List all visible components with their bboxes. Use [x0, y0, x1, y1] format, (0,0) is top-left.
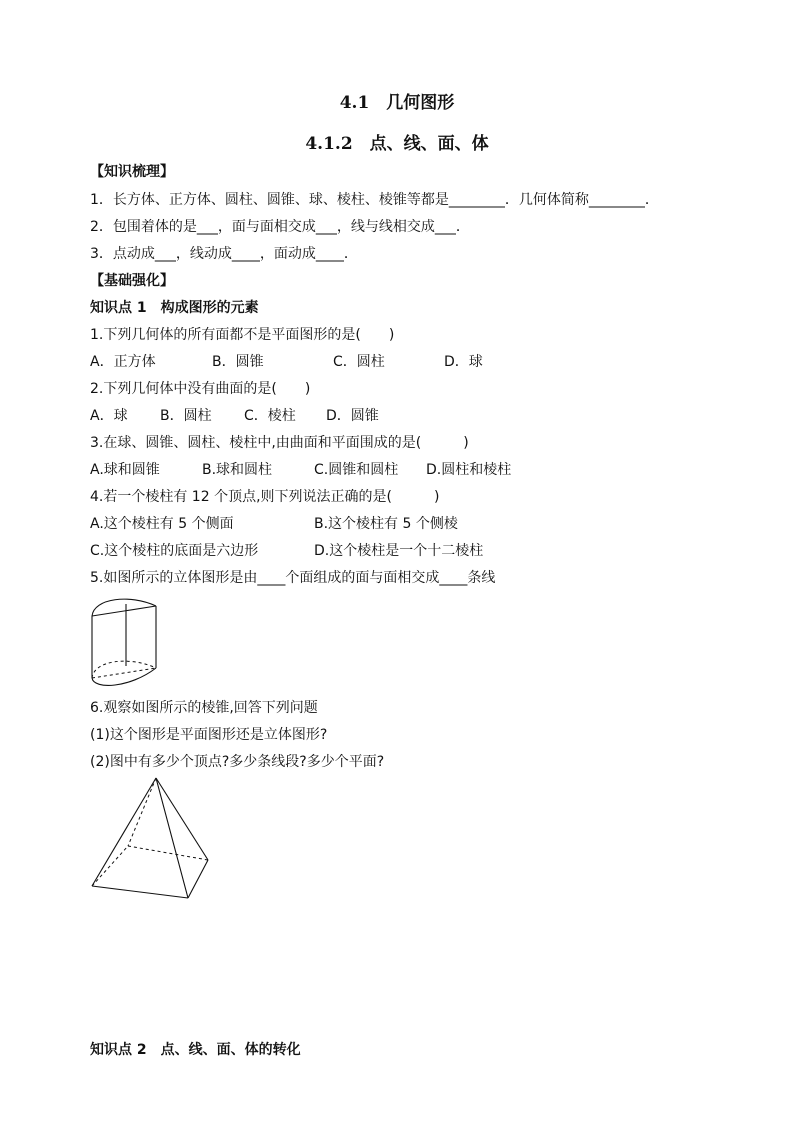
q3-stem: 3.在球、圆锥、圆柱、棱柱中,由曲面和平面围成的是( ) — [90, 435, 469, 451]
q1-stem: 1.下列几何体的所有面都不是平面图形的是( ) — [90, 327, 395, 343]
q4-option-c: C.这个棱柱的底面是六边形 — [90, 543, 259, 559]
pyramid-figure — [88, 774, 212, 902]
q2-option-b: B．圆柱 — [160, 408, 212, 424]
q4-option-d: D.这个棱柱是一个十二棱柱 — [314, 543, 484, 559]
knowledge-item-2: 2．包围着体的是___，面与面相交成___，线与线相交成___． — [90, 219, 470, 235]
q1-option-c: C．圆柱 — [333, 354, 385, 370]
page-subtitle: 4.1.2 点、线、面、体 — [305, 134, 489, 154]
q2-option-a: A．球 — [90, 408, 128, 424]
q6-sub2: (2)图中有多少个顶点?多少条线段?多少个平面? — [90, 754, 385, 770]
knowledge-header: 【知识梳理】 — [90, 164, 174, 180]
q1-option-b: B．圆锥 — [212, 354, 264, 370]
point1-title: 知识点 1 构成图形的元素 — [90, 300, 259, 316]
q3-option-b: B.球和圆柱 — [202, 462, 273, 478]
q5-stem: 5.如图所示的立体图形是由____个面组成的面与面相交成____条线 — [90, 570, 496, 586]
q3-option-c: C.圆锥和圆柱 — [314, 462, 399, 478]
q2-option-c: C．棱柱 — [244, 408, 296, 424]
q1-option-a: A．正方体 — [90, 354, 156, 370]
q3-option-a: A.球和圆锥 — [90, 462, 160, 478]
q2-stem: 2.下列几何体中没有曲面的是( ) — [90, 381, 311, 397]
page-title: 4.1 几何图形 — [339, 93, 455, 113]
basic-header: 【基础强化】 — [90, 273, 174, 289]
q4-option-b: B.这个棱柱有 5 个侧棱 — [314, 516, 458, 532]
q2-option-d: D．圆锥 — [326, 408, 379, 424]
q3-option-d: D.圆柱和棱柱 — [426, 462, 512, 478]
q6-sub1: (1)这个图形是平面图形还是立体图形? — [90, 727, 328, 743]
knowledge-item-3: 3．点动成___，线动成____，面动成____． — [90, 246, 358, 262]
q4-option-a: A.这个棱柱有 5 个侧面 — [90, 516, 234, 532]
knowledge-item-1: 1．长方体、正方体、圆柱、圆锥、球、棱柱、棱锥等都是________．几何体简称________． — [90, 192, 659, 208]
q6-stem: 6.观察如图所示的棱锥,回答下列问题 — [90, 700, 318, 716]
q4-stem: 4.若一个棱柱有 12 个顶点,则下列说法正确的是( ) — [90, 489, 440, 505]
q1-option-d: D．球 — [444, 354, 483, 370]
point2-title: 知识点 2 点、线、面、体的转化 — [90, 1042, 301, 1058]
half-cylinder-figure — [86, 596, 166, 692]
